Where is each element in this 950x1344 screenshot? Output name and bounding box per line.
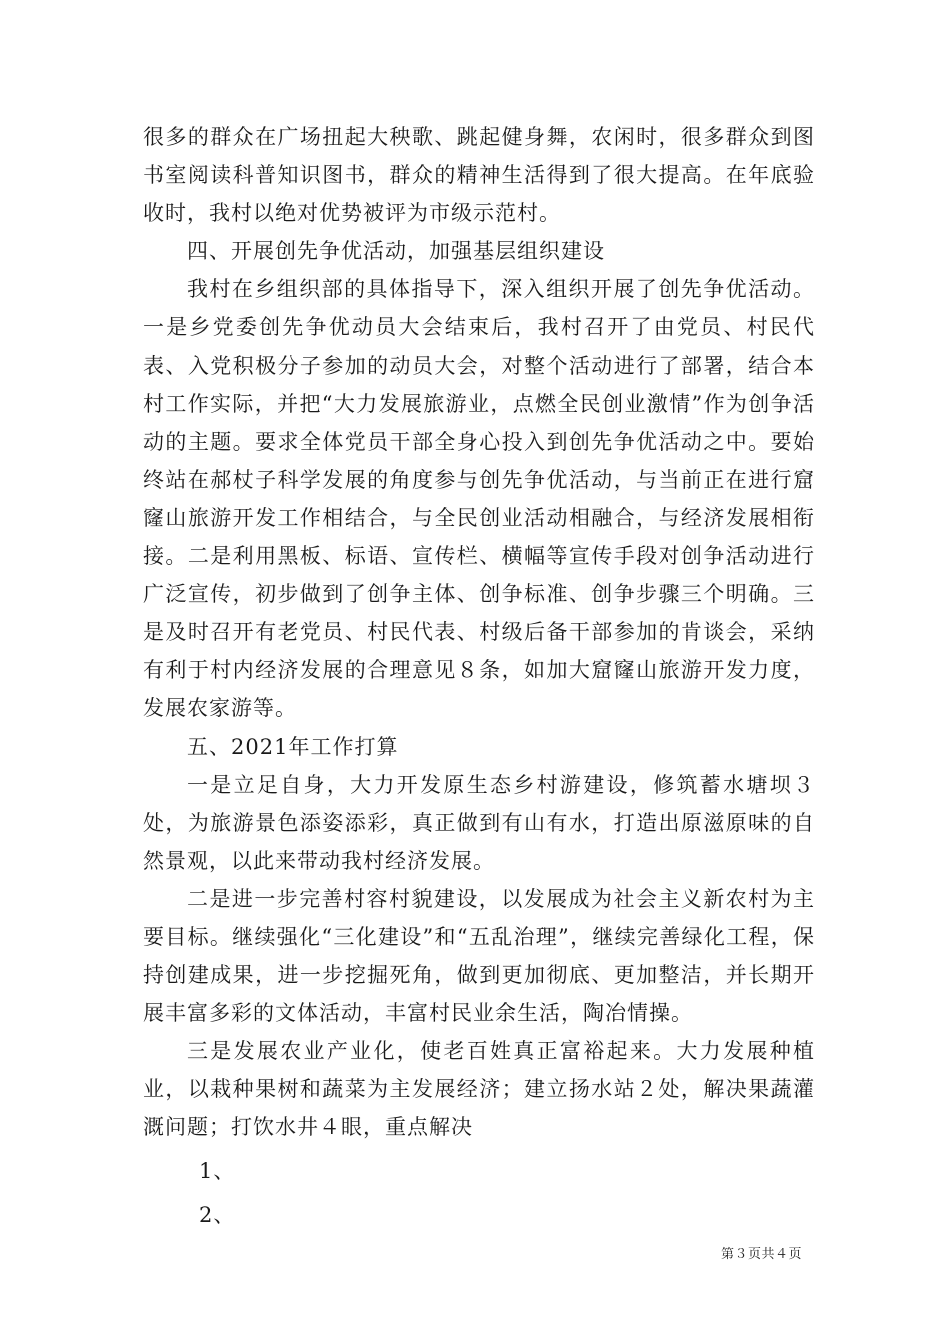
section-heading-4: 四、开展创先争优活动，加强基层组织建设 <box>187 239 605 264</box>
list-item: 2、 <box>199 1202 236 1227</box>
paragraph-activities: 我村在乡组织部的具体指导下，深入组织开展了创先争优活动。一是乡党委创先争优动员大会结束后，我村召开了由党员、村民代表、入党积极分子参加的动员大会，对整个活动进行了部署，结合本村工作实际，并把“大力发展旅游业，点燃全民创业激情”作为创争活动的主题。要求全体党员干部全身心投入到创先争优活动之中。要始终站在郝杖子科学发展的角度参与创先争优活动，与当前正在进行窟窿山旅游开发工作相结合，与全民创业活动相融合，与经济发展相衔接。二是利用黑板、标语、宣传栏、横幅等宣传手段对创争活动进行广泛宣传，初步做到了创争主体、创争标准、创争步骤三个明确。三是及时召开有老党员、村民代表、村级后备干部参加的肯谈会，采纳有利于村内经济发展的合理意见８条，如加大窟窿山旅游开发力度，发展农家游等。 <box>143 277 815 721</box>
section-heading-5: 五、2021年工作打算 <box>187 734 399 759</box>
paragraph-plan-3: 三是发展农业产业化，使老百姓真正富裕起来。大力发展种植业，以栽种果树和蔬菜为主发展经济；建立扬水站２处，解决果蔬灌溉问题；打饮水井４眼，重点解决 <box>143 1039 815 1140</box>
paragraph-plan-2: 二是进一步完善村容村貌建设，以发展成为社会主义新农村为主要目标。继续强化“三化建设”和“五乱治理”，继续完善绿化工程，保持创建成果，进一步挖掘死角，做到更加彻底、更加整洁，并长期开展丰富多彩的文体活动，丰富村民业余生活，陶冶情操。 <box>143 886 815 1026</box>
paragraph-plan-1: 一是立足自身，大力开发原生态乡村游建设，修筑蓄水塘坝３处，为旅游景色添姿添彩，真正做到有山有水，打造出原滋原味的自然景观，以此来带动我村经济发展。 <box>143 772 815 873</box>
paragraph-continuation: 很多的群众在广场扭起大秧歌、跳起健身舞，农闲时，很多群众到图书室阅读科普知识图书，群众的精神生活得到了很大提高。在年底验收时，我村以绝对优势被评为市级示范村。 <box>143 125 815 226</box>
page-number: 第３页共４页 <box>720 1247 802 1262</box>
document-body <box>143 118 815 1237</box>
list-item: 1、 <box>199 1158 236 1183</box>
